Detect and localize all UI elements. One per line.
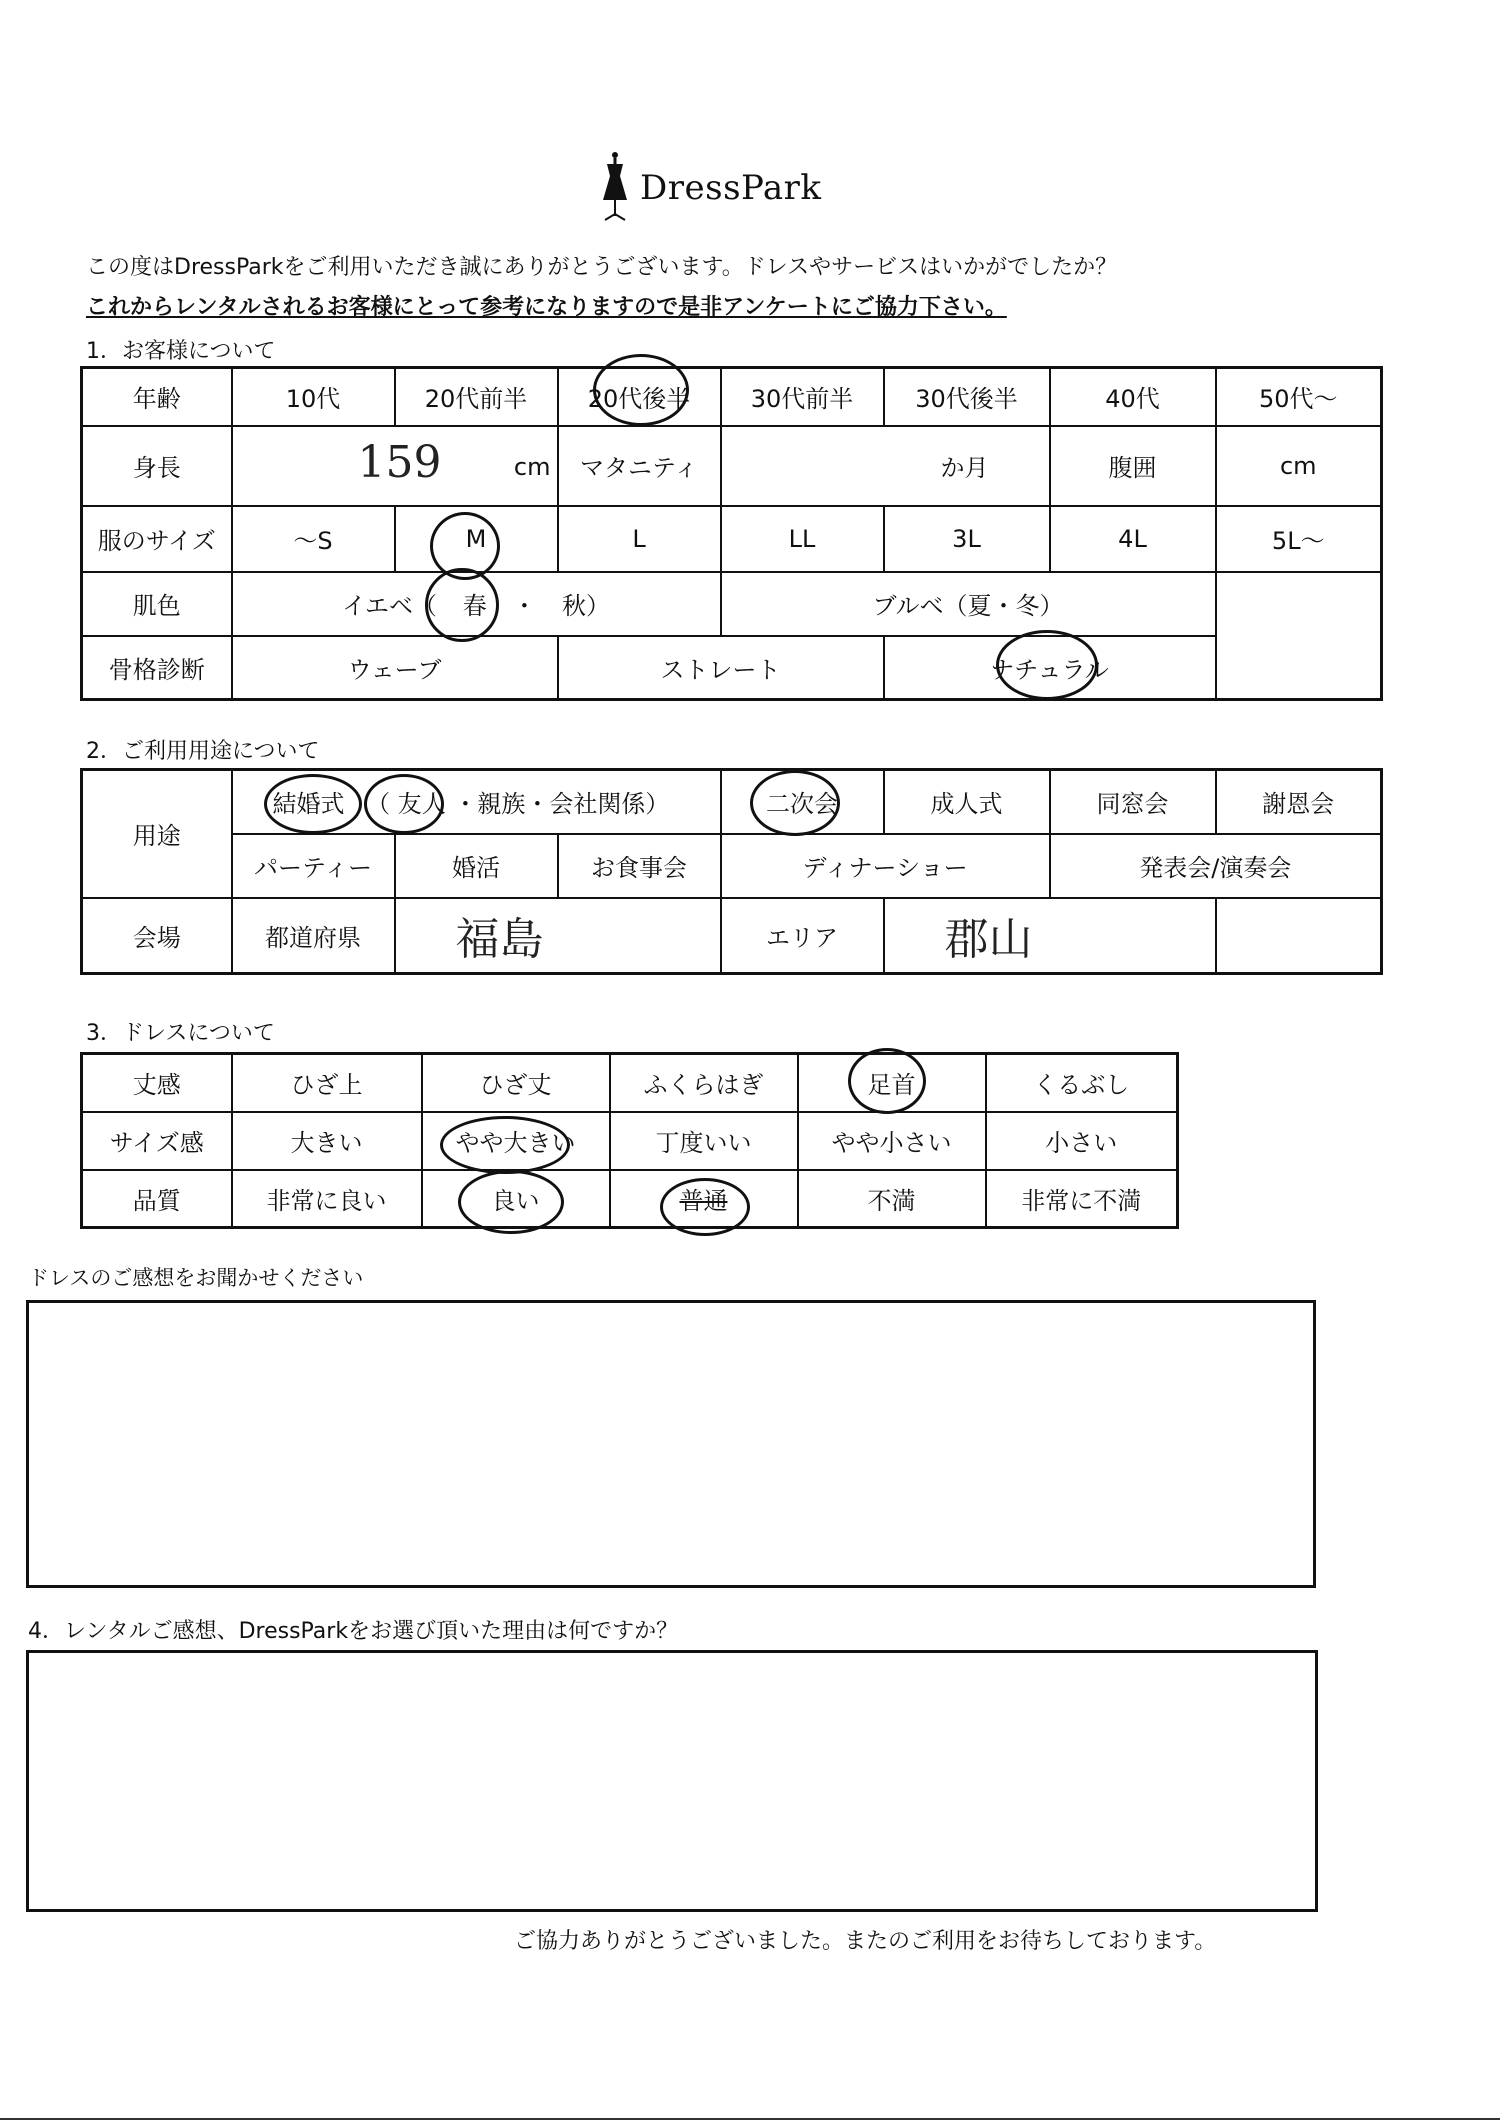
wedding-option-group: [232, 770, 721, 834]
frame-option[interactable]: ストレート: [558, 636, 884, 700]
purpose-label: 用途: [82, 770, 232, 898]
pref-value: 福島: [455, 914, 544, 966]
purpose-option[interactable]: 成人式: [884, 770, 1050, 834]
waist-unit: cm: [1279, 451, 1317, 480]
skin-dot: ・: [512, 592, 537, 620]
quality-row: [82, 1170, 1178, 1228]
area-field[interactable]: [884, 898, 1216, 974]
skin-autumn[interactable]: 秋）: [561, 592, 610, 620]
intro-line-1: この度はDressParkをご利用いただき誠にありがとうございます。ドレスやサービスはいかがでしたか？: [86, 255, 1118, 280]
length-label: 丈感: [82, 1054, 232, 1112]
quality-option[interactable]: 非常に良い: [232, 1170, 422, 1228]
height-row: [82, 426, 1382, 506]
rental-comment-box[interactable]: [26, 1650, 1318, 1912]
size-option-selected[interactable]: M: [395, 506, 558, 572]
purpose-relations[interactable]: ・親族・会社関係）: [453, 790, 670, 819]
pref-field[interactable]: [395, 898, 721, 974]
length-row: [82, 1054, 1178, 1112]
section-4-title: 4．レンタルご感想、DressParkをお選び頂いた理由は何ですか？: [28, 1619, 679, 1644]
brand-logo: [598, 148, 822, 228]
height-field[interactable]: [232, 426, 558, 506]
size-option[interactable]: 5L～: [1216, 506, 1382, 572]
dress-comment-box[interactable]: [26, 1300, 1316, 1588]
quality-option[interactable]: 非常に不満: [986, 1170, 1178, 1228]
venue-label: 会場: [82, 898, 232, 974]
skin-row: [82, 572, 1382, 636]
quality-label: 品質: [82, 1170, 232, 1228]
age-option-selected[interactable]: 20代後半: [558, 368, 721, 426]
fit-option[interactable]: 丁度いい: [610, 1112, 798, 1170]
usage-table: [80, 768, 1383, 975]
waist-label: 腹囲: [1050, 426, 1216, 506]
frame-label: 骨格診断: [82, 636, 232, 700]
fit-label: サイズ感: [82, 1112, 232, 1170]
intro-line-2: これからレンタルされるお客様にとって参考になりますので是非アンケートにご協力下さい。: [86, 295, 1007, 320]
empty-cell: [1216, 636, 1382, 700]
customer-info-table: [80, 366, 1383, 701]
paren-open: （: [366, 790, 391, 819]
empty-cell: [1216, 572, 1382, 636]
height-value: 159: [357, 436, 442, 488]
age-option[interactable]: 10代: [232, 368, 395, 426]
page-bottom-line: [0, 2118, 1500, 2120]
section-3-title: 3．ドレスについて: [86, 1021, 275, 1046]
purpose-option[interactable]: お食事会: [558, 834, 721, 898]
age-option[interactable]: 50代～: [1216, 368, 1382, 426]
length-option[interactable]: くるぶし: [986, 1054, 1178, 1112]
area-value: 郡山: [944, 914, 1033, 966]
purpose-option[interactable]: パーティー: [232, 834, 395, 898]
age-option[interactable]: 40代: [1050, 368, 1216, 426]
purpose-option[interactable]: 発表会/演奏会: [1050, 834, 1382, 898]
size-option[interactable]: 4L: [1050, 506, 1216, 572]
skin-spring[interactable]: 春: [462, 592, 487, 620]
age-label: 年齢: [82, 368, 232, 426]
age-option[interactable]: 20代前半: [395, 368, 558, 426]
dress-table: [80, 1052, 1179, 1229]
pref-label: 都道府県: [232, 898, 395, 974]
dress-mannequin-icon: [598, 150, 632, 226]
purpose-option[interactable]: 同窓会: [1050, 770, 1216, 834]
section-2-title: 2．ご利用用途について: [86, 739, 320, 764]
size-label: 服のサイズ: [82, 506, 232, 572]
age-row: [82, 368, 1382, 426]
fit-option[interactable]: 大きい: [232, 1112, 422, 1170]
skin-yellow-option[interactable]: [232, 572, 721, 636]
area-label: エリア: [721, 898, 884, 974]
size-option[interactable]: ～S: [232, 506, 395, 572]
footer-thanks: ご協力ありがとうございました。またのご利用をお待ちしております。: [514, 1929, 1217, 1954]
skin-yellow-text: イエベ（: [342, 592, 438, 620]
quality-option-struck[interactable]: 普通: [610, 1170, 798, 1228]
frame-row: [82, 636, 1382, 700]
purpose-option[interactable]: 婚活: [395, 834, 558, 898]
months-unit: か月: [940, 454, 989, 482]
skin-label: 肌色: [82, 572, 232, 636]
fit-option[interactable]: 小さい: [986, 1112, 1178, 1170]
length-option-selected[interactable]: 足首: [798, 1054, 986, 1112]
age-option[interactable]: 30代前半: [721, 368, 884, 426]
empty-cell: [1216, 898, 1382, 974]
fit-option[interactable]: やや小さい: [798, 1112, 986, 1170]
maternity-label: マタニティ: [558, 426, 721, 506]
size-option[interactable]: LL: [721, 506, 884, 572]
size-option[interactable]: 3L: [884, 506, 1050, 572]
size-row: [82, 506, 1382, 572]
maternity-months-field[interactable]: [721, 426, 1050, 506]
section-1-title: 1．お客様について: [86, 339, 276, 364]
purpose-friend-selected[interactable]: 友人: [397, 790, 446, 819]
size-option[interactable]: L: [558, 506, 721, 572]
skin-blue-option[interactable]: ブルベ（夏・冬）: [721, 572, 1216, 636]
quality-option-selected[interactable]: 良い: [422, 1170, 610, 1228]
frame-option[interactable]: ウェーブ: [232, 636, 558, 700]
dress-comment-prompt: ドレスのご感想をお聞かせください: [28, 1266, 364, 1290]
height-label: 身長: [82, 426, 232, 506]
fit-option-selected[interactable]: やや大きい: [422, 1112, 610, 1170]
length-option[interactable]: ひざ丈: [422, 1054, 610, 1112]
quality-option[interactable]: 不満: [798, 1170, 986, 1228]
fit-row: [82, 1112, 1178, 1170]
waist-field[interactable]: [1216, 426, 1382, 506]
age-option[interactable]: 30代後半: [884, 368, 1050, 426]
purpose-option[interactable]: ディナーショー: [721, 834, 1050, 898]
purpose-row-1: [82, 770, 1382, 834]
frame-option-selected[interactable]: ナチュラル: [884, 636, 1216, 700]
length-option[interactable]: ひざ上: [232, 1054, 422, 1112]
brand-name: DressPark: [640, 168, 822, 208]
venue-row: [82, 898, 1382, 974]
purpose-option[interactable]: 謝恩会: [1216, 770, 1382, 834]
purpose-afterparty-selected[interactable]: 二次会: [721, 770, 884, 834]
height-unit: cm: [513, 452, 551, 481]
purpose-wedding-selected[interactable]: 結婚式: [272, 790, 345, 819]
purpose-row-2: [82, 834, 1382, 898]
length-option[interactable]: ふくらはぎ: [610, 1054, 798, 1112]
